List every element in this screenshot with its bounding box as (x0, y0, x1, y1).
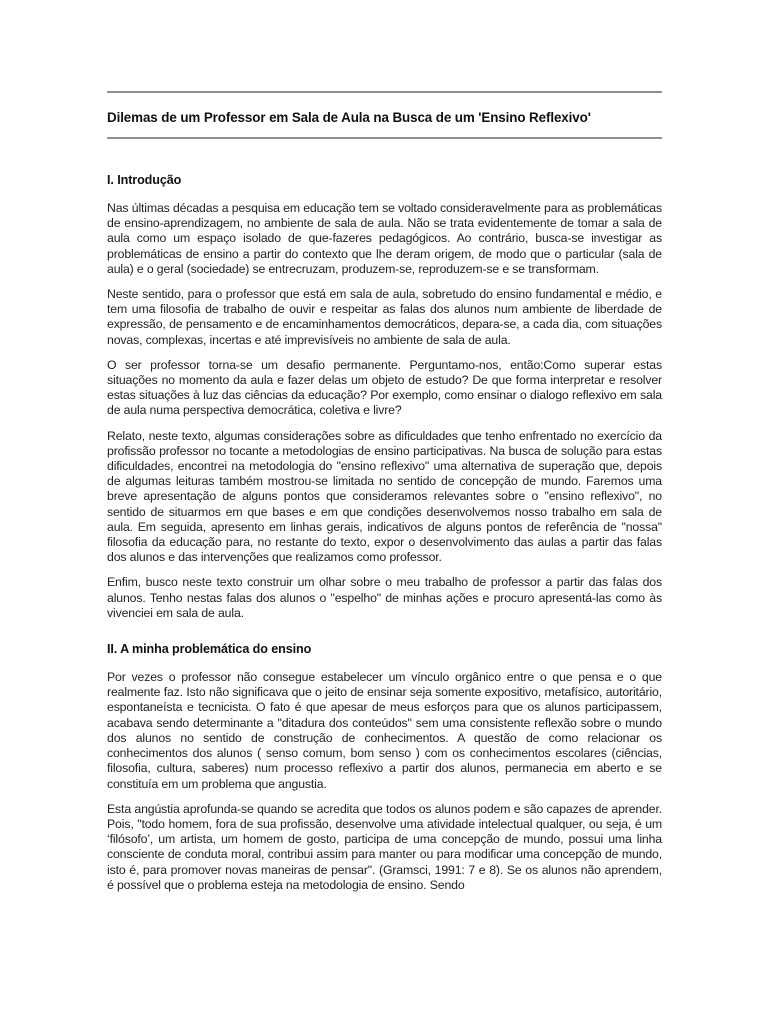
document-title: Dilemas de um Professor em Sala de Aula na Busca de um 'Ensino Reflexivo' (107, 110, 591, 125)
section-heading: II. A minha problemática do ensino (107, 642, 312, 657)
section-introducao (107, 173, 662, 621)
section-problematica (107, 642, 662, 893)
document-body (107, 173, 662, 893)
paragraph: Por vezes o professor não consegue estabelecer um vínculo orgânico entre o que pensa e o que realmente faz. Isto não significava que o jeito de ensinar seja somente expositivo, metafísico, autoritário, espontaneísta e tecnicista. O fato é que apesar de meus esforços para que os alunos participassem, acabava sendo determinante a "ditadura dos conteúdos" sem uma consistente reflexão sobre o mundo dos alunos no sentido de construção de conhecimentos. A questão de como relacionar os conhecimentos dos alunos ( senso comum, bom senso ) com os conhecimentos escolares (ciências, filosofia, cultura, saberes) num processo reflexivo a partir dos alunos, permanecia em aberto e se constituía em um problema que angustia. (107, 670, 662, 791)
top-divider (107, 91, 662, 93)
paragraph: Relato, neste texto, algumas considerações sobre as dificuldades que tenho enfrentado no exercício da profissão professor no tocante a metodologias de ensino participativas. Na busca de solução para estas dificuldades, encontrei na metodologia do "ensino reflexivo" uma alternativa de superação que, depois de algumas leituras também mostrou-se limitada no sentido de concepção de mundo. Faremos uma breve apresentação de alguns pontos que consideramos relevantes sobre o "ensino reflexivo", no sentido de situarmos em que bases e em que condições desenvolvemos nosso trabalho em sala de aula. Em seguida, apresento em linhas gerais, indicativos de alguns pontos de referência de "nossa" filosofia da educação para, no restante do texto, expor o desenvolvimento das aulas a partir das falas dos alunos e das intervenções que realizamos como professor. (107, 428, 662, 565)
paragraph: O ser professor torna-se um desafio permanente. Perguntamo-nos, então:Como superar estas situações no momento da aula e fazer delas um objeto de estudo? De que forma interpretar e resolver estas situações à luz das ciências da educação? Por exemplo, como ensinar o dialogo reflexivo em sala de aula numa perspectiva democrática, coletiva e livre? (107, 357, 662, 418)
paragraph: Esta angústia aprofunda-se quando se acredita que todos os alunos podem e são capazes de aprender. Pois, "todo homem, fora de sua profissão, desenvolve uma atividade intelectual qualquer, ou seja, é um ‘filósofo’, um artista, um homem de gosto, participa de uma concepção de mundo, possui uma linha consciente de conduta moral, contribui assim para manter ou para modificar uma concepção de mundo, isto é, para promover novas maneiras de pensar". (Gramsci, 1991: 7 e 8). Se os alunos não aprendem, é possível que o problema esteja na metodologia de ensino. Sendo (107, 801, 662, 892)
paragraph: Neste sentido, para o professor que está em sala de aula, sobretudo do ensino fundamental e médio, e tem uma filosofia de trabalho de ouvir e respeitar as falas dos alunos num ambiente de liberdade de expressão, de pensamento e de encaminhamentos democráticos, depara-se, a cada dia, com situações novas, complexas, incertas e até imprevisíveis no ambiente de sala de aula. (107, 287, 662, 347)
title-divider (107, 137, 662, 139)
section-heading: I. Introdução (107, 173, 182, 187)
paragraph: Enfim, busco neste texto construir um olhar sobre o meu trabalho de professor a partir das falas dos alunos. Tenho nestas falas dos alunos o "espelho" de minhas ações e procuro apresentá-las como às vivenciei em sala de aula. (107, 575, 662, 620)
paragraph: Nas últimas décadas a pesquisa em educação tem se voltado consideravelmente para as problemáticas de ensino-aprendizagem, no ambiente de sala de aula. Não se trata evidentemente de tomar a sala de aula como um espaço isolado de que-fazeres pedagógicos. Ao contrário, busca-se investigar as problemáticas de ensino a partir do contexto que lhe deram origem, de modo que o particular (sala de aula) e o geral (sociedade) se entrecruzam, produzem-se, reproduzem-se e se transformam. (107, 201, 662, 276)
